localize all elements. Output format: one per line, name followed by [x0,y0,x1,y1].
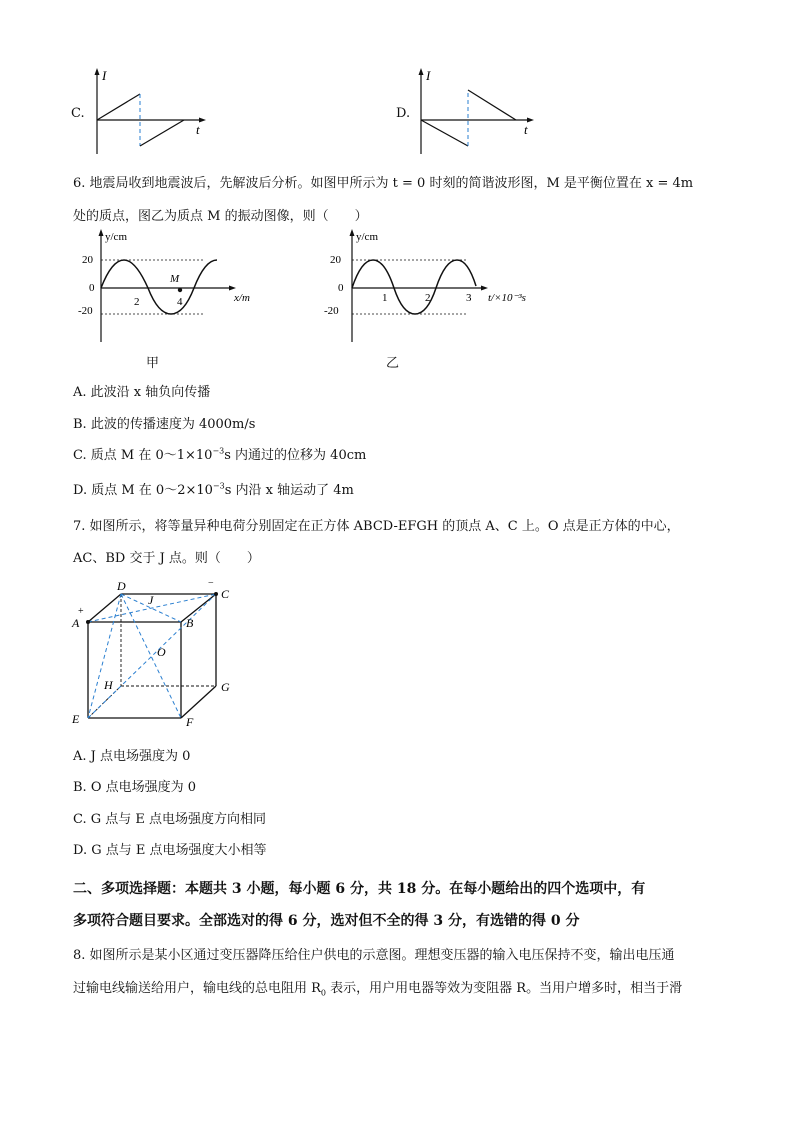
section2-heading-line2: 多项符合题目要求。全部选对的得 6 分，选对但不全的得 3 分，有选错的得 0 分 [73,913,580,929]
graph-d-x-label: t [524,122,528,137]
cube-label-e: E [72,712,80,726]
section2-heading-line1: 二、多项选择题：本题共 3 小题，每小题 6 分，共 18 分。在每小题给出的四个选项中，有 [73,881,646,897]
q7-stem-line2: AC、BD 交于 J 点。则（ ） [73,551,260,566]
cube-label-plus: + [78,606,84,617]
figure-jia-caption: 甲 [146,356,160,371]
yi-tick-y-neg20: -20 [324,305,339,317]
cube-label-g: G [221,680,230,694]
yi-tick-x-1: 1 [382,292,388,304]
option-d-label: D. [396,106,411,121]
q6-option-c [73,444,366,463]
jia-tick-y-0: 0 [89,282,95,294]
figure-yi-caption: 乙 [386,356,400,371]
yi-tick-x-2: 2 [425,292,431,304]
q6-option-c-post: s 内通过的位移为 40cm [224,448,367,463]
cube-label-h: H [104,678,113,692]
q6-option-c-exp: −3 [212,446,225,456]
cube-figure [66,576,246,728]
jia-tick-y-20: 20 [82,254,93,266]
graph-option-d [414,66,538,158]
figure-jia [74,226,274,346]
jia-point-m: M [170,273,180,285]
q6-option-d [73,479,354,498]
q6-option-d-pre: D. 质点 M 在 0～2×10 [73,483,213,498]
graph-c-y-label: I [102,68,107,83]
jia-x-axis: x/m [234,292,250,304]
jia-tick-x-4: 4 [177,296,183,308]
q6-option-d-exp: −3 [212,481,225,491]
cube-label-j: J [148,593,154,607]
jia-y-axis: y/cm [105,231,127,243]
yi-x-axis: t/×10⁻³s [488,292,526,304]
q7-option-a: A. J 点电场强度为 0 [73,749,191,764]
graph-option-c [90,66,210,158]
q8-line2 [73,977,682,998]
q7-stem-line1: 7. 如图所示，将等量异种电荷分别固定在正方体 ABCD-EFGH 的顶点 A、C 上。O 点是正方体的中心， [73,519,680,534]
yi-tick-y-20: 20 [330,254,341,266]
q6-option-c-pre: C. 质点 M 在 0～1×10 [73,448,213,463]
option-c-label: C. [71,106,85,121]
q6-option-a: A. 此波沿 x 轴负向传播 [73,385,211,400]
cube-label-minus: − [208,578,214,589]
cube-label-d: D [117,579,126,593]
yi-y-axis: y/cm [356,231,378,243]
q7-option-d: D. G 点与 E 点电场强度大小相等 [73,843,267,858]
cube-label-f: F [186,715,194,728]
q8-line2-post: 表示，用户用电器等效为变阻器 R。当用户增多时，相当于滑 [326,981,683,996]
graph-d-y-label: I [426,68,431,83]
q8-line2-pre: 过输电线输送给用户，输电线的总电阻用 R [73,981,321,996]
yi-tick-y-0: 0 [338,282,344,294]
q8-line2-sub: 0 [320,988,327,998]
jia-tick-y-neg20: -20 [78,305,93,317]
cube-label-o: O [157,645,166,659]
q6-option-d-post: s 内沿 x 轴运动了 4m [224,483,354,498]
cube-label-a: A [72,616,80,630]
q6-stem-line1: 6. 地震局收到地震波后，先解波后分析。如图甲所示为 t = 0 时刻的简谐波形图，M 是平衡位置在 x = 4m [73,176,694,191]
q6-stem-line2: 处的质点，图乙为质点 M 的振动图像，则（ ） [73,209,368,224]
cube-label-b: B [186,616,194,630]
q8-line1: 8. 如图所示是某小区通过变压器降压给住户供电的示意图。理想变压器的输入电压保持不变，输出电压通 [73,948,675,963]
q7-option-b: B. O 点电场强度为 0 [73,780,197,795]
cube-label-c: C [221,587,230,601]
figure-yi [318,226,550,346]
jia-tick-x-2: 2 [134,296,140,308]
graph-c-x-label: t [196,122,200,137]
q7-option-c: C. G 点与 E 点电场强度方向相同 [73,812,267,827]
yi-tick-x-3: 3 [466,292,472,304]
q6-option-b: B. 此波的传播速度为 4000m/s [73,417,256,432]
